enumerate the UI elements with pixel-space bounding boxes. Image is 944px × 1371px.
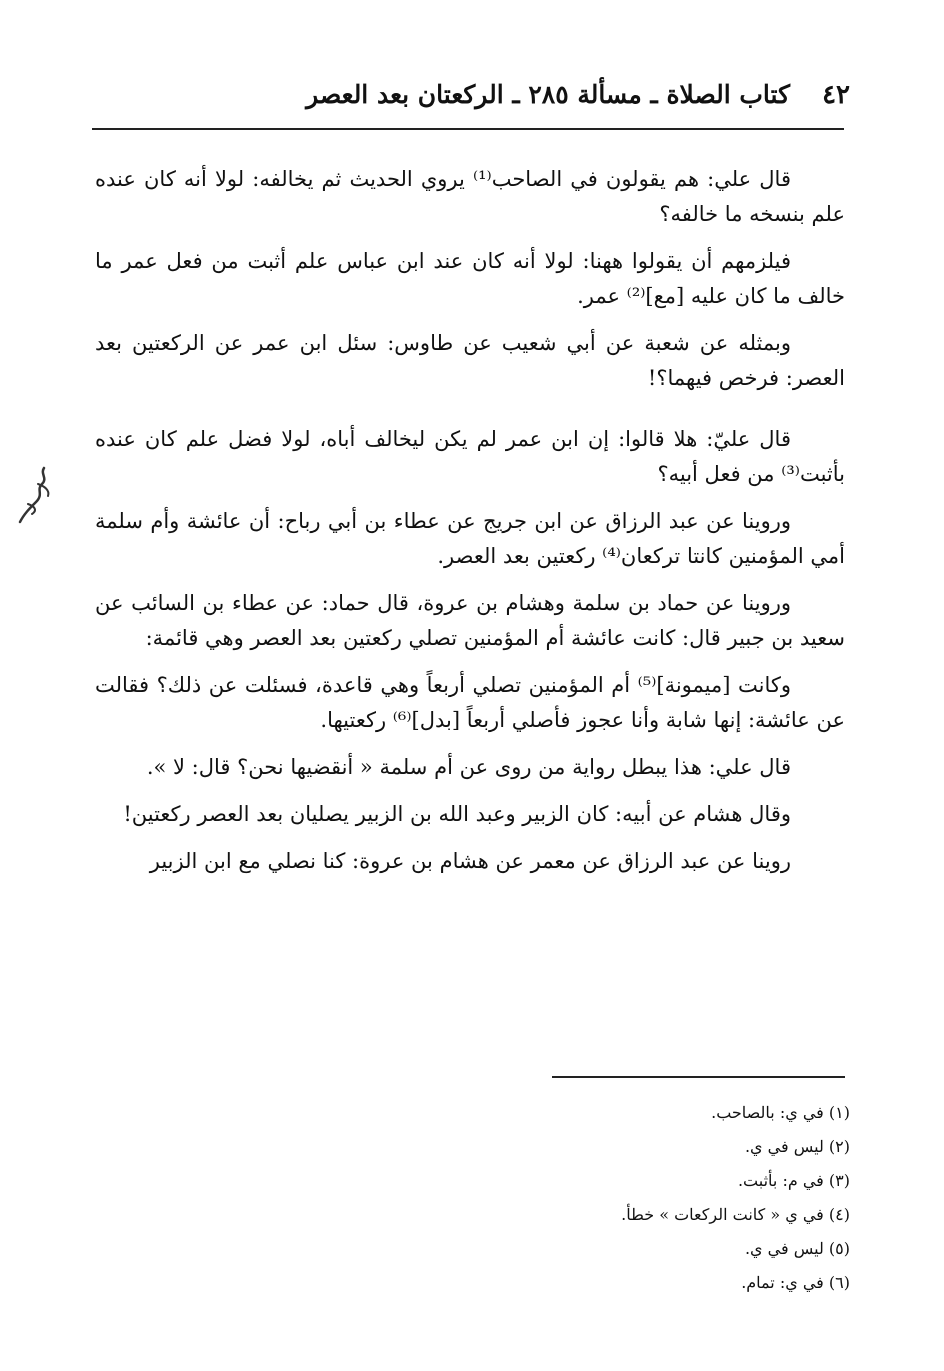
footnotes bbox=[420, 1096, 850, 1300]
footnote-rule bbox=[552, 1076, 845, 1078]
page-header bbox=[90, 80, 850, 124]
paragraph: وروينا عن حماد بن سلمة وهشام بن عروة، قال حماد: عن عطاء بن السائب عن سعيد بن جبير قال: كانت عائشة أم المؤمنين تصلي ركعتين بعد العصر وهي قائمة: bbox=[95, 591, 845, 650]
paragraph: وروينا عن عبد الرزاق عن ابن جريج عن عطاء بن أبي رباح: أن عائشة وأم سلمة أمي المؤمنين كانتا تركعان⁽⁴⁾ ركعتين بعد العصر. bbox=[95, 509, 845, 568]
page-number: ٤٢ bbox=[822, 80, 850, 110]
paragraph: قال علي: هذا يبطل رواية من روى عن أم سلمة « أنقضيها نحن؟ قال: لا ». bbox=[146, 755, 791, 779]
paragraph: روينا عن عبد الرزاق عن معمر عن هشام بن عروة: كنا نصلي مع ابن الزبير bbox=[149, 849, 791, 873]
paragraph: وقال هشام عن أبيه: كان الزبير وعبد الله بن الزبير يصليان بعد العصر ركعتين! bbox=[123, 802, 791, 826]
footnote: (٢) ليس في ي. bbox=[744, 1137, 850, 1156]
header-rule bbox=[92, 128, 844, 130]
footnote: (٦) في ي: تمام. bbox=[741, 1273, 850, 1292]
paragraph: وكانت [ميمونة]⁽⁵⁾ أم المؤمنين تصلي أربعاً وهي قاعدة، فسئلت عن ذلك؟ فقالت عن عائشة: إنها شابة وأنا عجوز فأصلي أربعاً [بدل]⁽⁶⁾ ركعتيها. bbox=[95, 673, 845, 732]
footnote: (٤) في ي « كانت الركعات » خطأ. bbox=[621, 1205, 850, 1224]
running-title: كتاب الصلاة ـ مسألة ٢٨٥ ـ الركعتان بعد العصر bbox=[306, 80, 790, 109]
paragraph: فيلزمهم أن يقولوا ههنا: لولا أنه كان عند ابن عباس علم أثبت من فعل عمر ما خالف ما كان عليه [مع]⁽²⁾ عمر. bbox=[95, 249, 845, 308]
paragraph: قال عليّ: هلا قالوا: إن ابن عمر لم يكن ليخالف أباه، لولا فضل علم كان عنده بأثبت⁽³⁾ من فعل أبيه؟ bbox=[95, 427, 845, 486]
paragraph: وبمثله عن شعبة عن أبي شعيب عن طاوس: سئل ابن عمر عن الركعتين بعد العصر: فرخص فيهما؟! bbox=[95, 331, 845, 390]
paragraph: قال علي: هم يقولون في الصاحب⁽¹⁾ يروي الحديث ثم يخالفه: لولا أنه كان عنده علم بنسخه ما خالفه؟ bbox=[95, 167, 845, 226]
handwritten-margin-mark bbox=[14, 464, 58, 526]
footnote: (١) في ي: بالصاحب. bbox=[711, 1103, 850, 1122]
footnote: (٣) في م: بأثبت. bbox=[737, 1171, 850, 1190]
body-text bbox=[95, 162, 845, 891]
footnote: (٥) ليس في ي. bbox=[744, 1239, 850, 1258]
